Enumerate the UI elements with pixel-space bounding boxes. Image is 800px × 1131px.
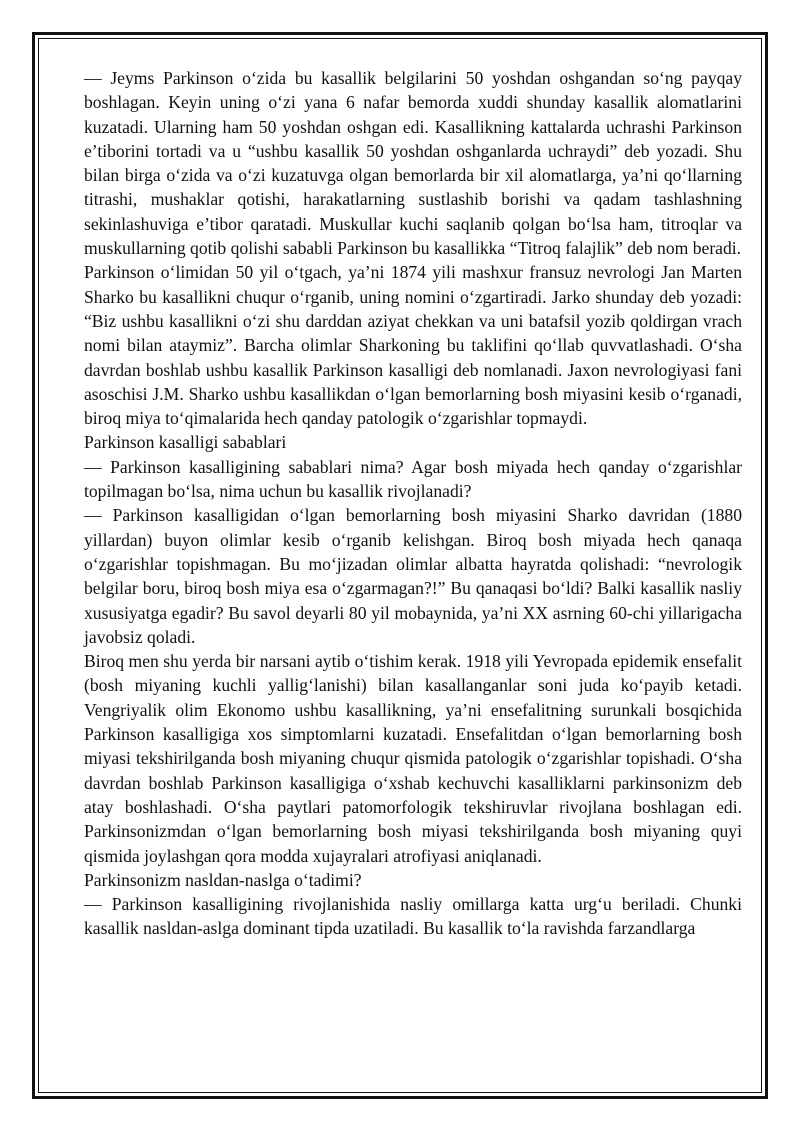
heading-causes: Parkinson kasalligi sabablari (84, 432, 287, 453)
paragraph-causes-question: — Parkinson kasalligining sabablari nima? Agar bosh miyada hech qanday o‘zgarishlar topilmagan bo‘lsa, nima uchun bu kasallik rivojlanadi? (84, 456, 742, 502)
paragraph-heredity: — Parkinson kasalligining rivojlanishida nasliy omillarga katta urg‘u beriladi. Chunki kasallik nasldan-aslga dominant tipda uzatiladi. Bu kasallik to‘la ravishda farzandlarga (84, 894, 742, 939)
paragraph-parkinson-history: — Jeyms Parkinson o‘zida bu kasallik belgilarini 50 yoshdan oshgandan so‘ng payqay boshlagan. Keyin uning o‘zi yana 6 nafar bemorda xuddi shunday kasallik alomatlarini kuzatadi. Ularning ham 50 yoshdan oshgan edi. Kasallikning kattalarda uchrashi Parkinson e’tiborini tortadi va u “ushbu kasallik 50 yoshdan oshganlarda uchraydi” deb yozadi. Shu bilan birga o‘zida va o‘zi kuzatuvga olgan bemorlarda bir xil alomatlarga, ya’ni qo‘llarning titrashi, mushaklar qotishi, harakatlarning sustlashib borishi va qadam tashlashning sekinlashuviga e’tibor qaratadi. Muskullar kuchi saqlanib qolgan bo‘lsa ham, titroqlar va muskullarning qotib qolishi sababli Parkinson bu kasallikka “Titroq falajlik” deb nom beradi. (84, 68, 742, 259)
heading-heredity: Parkinsonizm nasldan-naslga o‘tadimi? (84, 869, 362, 890)
paragraph-sharko-renaming: Parkinson o‘limidan 50 yil o‘tgach, ya’ni 1874 yili mashxur fransuz nevrologi Jan Marten Sharko bu kasallikni chuqur o‘rganib, uning nomini o‘zgartiradi. Jarko shunday deb yozadi: “Biz ushbu kasallikni o‘zi shu darddan aziyat chekkan va uni batafsil yozib qoldirgan vrach nomi bilan ataymiz”. Barcha olimlar Sharkoning bu taklifini qo‘llab quvvatlashadi. O‘sha davrdan boshlab ushbu kasallik Parkinson kasalligi deb nomlanadi. Jaxon nevrologiyasi fani asoschisi J.M. Sharko ushbu kasallikdan o‘lgan bemorlarning bosh miyasini kesib o‘rganadi, biroq miya to‘qimalarida hech qanday patologik o‘zgarishlar topmaydi. (84, 262, 742, 429)
paragraph-brain-research: — Parkinson kasalligidan o‘lgan bemorlarning bosh miyasini Sharko davridan (1880 yillardan) buyon olimlar kesib o‘rganib kelishgan. Biroq bosh miyada hech qanaqa o‘zgarishlar topishmagan. Bu mo‘jizadan olimlar albatta hayratda qolishadi: “nevrologik belgilar boru, biroq bosh miya esa o‘zgarmagan?!” Bu qanaqasi bo‘ldi? Balki kasallik nasliy xususiyatga egadir? Bu savol deyarli 80 yil mobaynida, ya’ni XX asrning 60-chi yillarigacha javobsiz qoladi. (84, 505, 742, 647)
document-body (84, 66, 742, 941)
paragraph-encephalitis: Biroq men shu yerda bir narsani aytib o‘tishim kerak. 1918 yili Yevropada epidemik ensefalit (bosh miyaning kuchli yallig‘lanishi) bilan kasallanganlar soni juda ko‘payib ketadi. Vengriyalik olim Ekonomo ushbu kasallikning, ya’ni ensefalitning surunkali bosqichida Parkinson kasalligiga xos simptomlarni kuzatadi. Ensefalitdan o‘lgan bemorlarning bosh miyasi tekshirilganda bosh miyaning chuqur qismida patologik o‘zgarishlar topishadi. O‘sha davrdan boshlab Parkinson kasalligiga o‘xshab kechuvchi kasalliklarni parkinsonizm deb atay boshlashadi. O‘sha paytlari patomorfologik tekshiruvlar rivojlana boshlagan edi. Parkinsonizmdan o‘lgan bemorlarning bosh miyasi tekshirilganda bosh miyaning quyi qismida joylashgan qora modda xujayralari atrofiyasi aniqlanadi. (84, 651, 742, 866)
